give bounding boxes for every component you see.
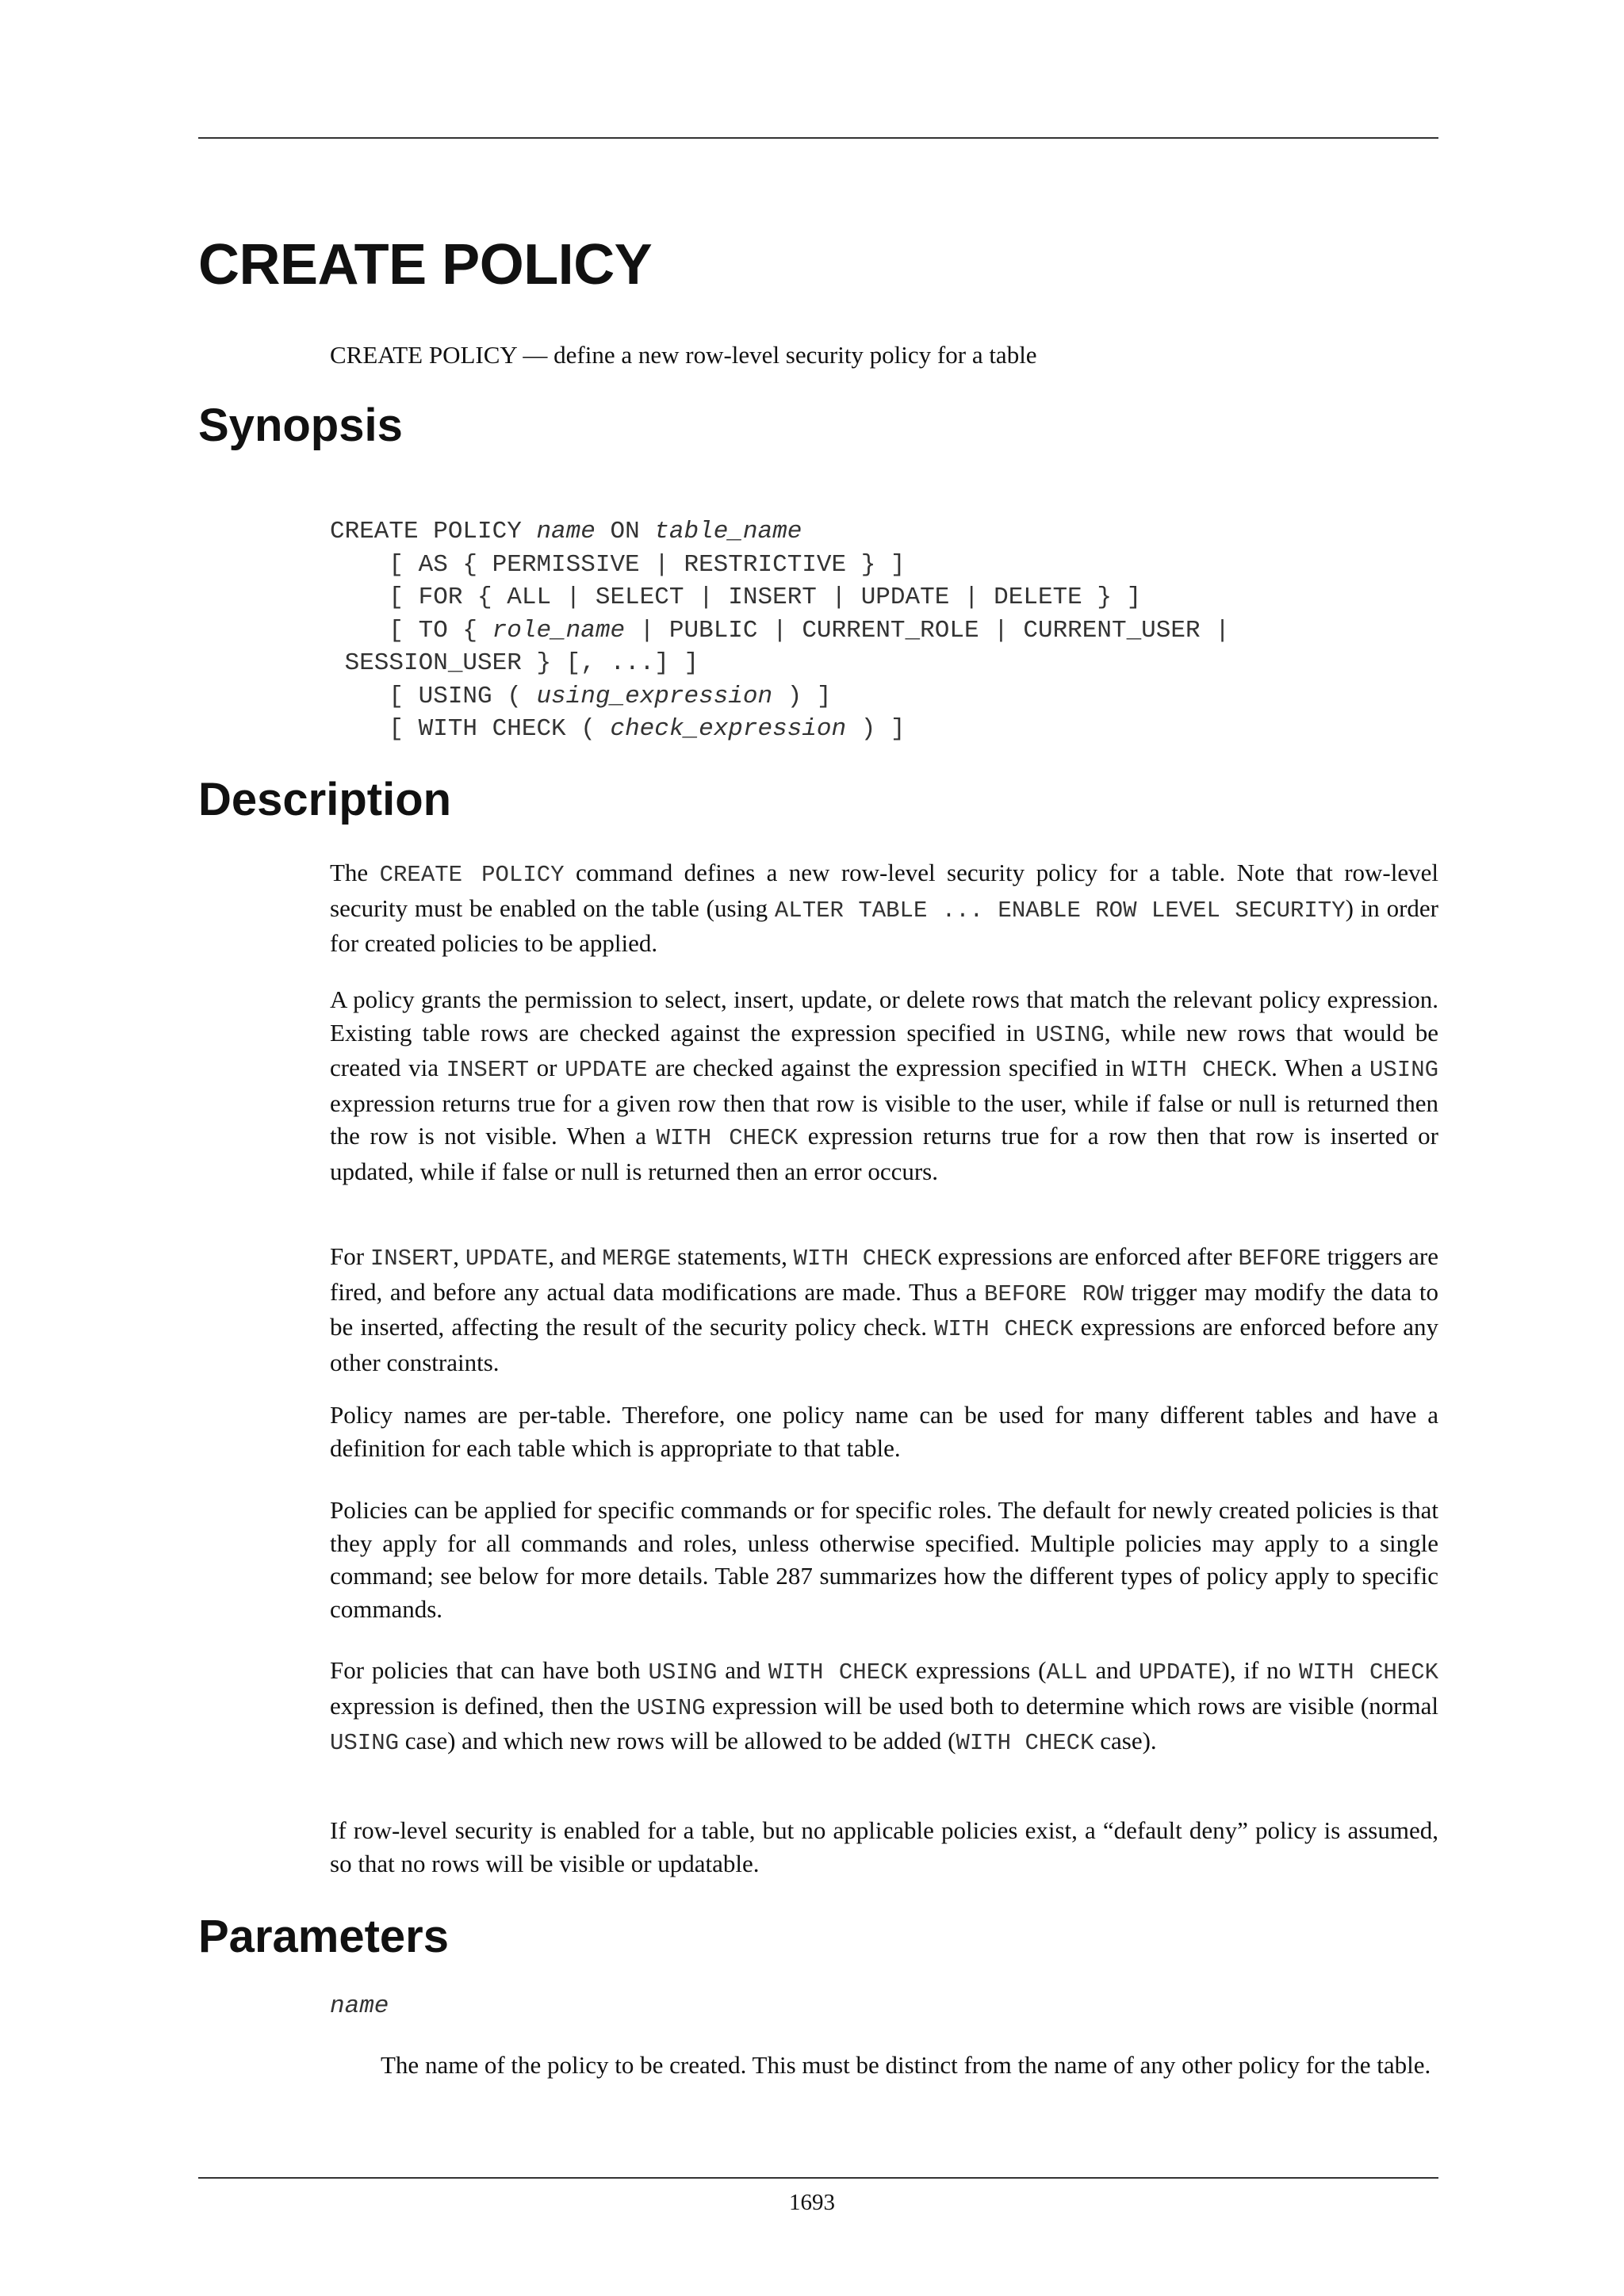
header-rule — [198, 137, 1438, 139]
refpurpose: CREATE POLICY — define a new row-level security policy for a table — [330, 341, 1037, 369]
description-paragraph-1: The CREATE POLICY command defines a new row-level security policy for a table. Note that row-level security must be enabled on the table (using ALTER TABLE ... ENABLE ROW LEVEL SECURITY) in order for created policies to be applied. — [330, 859, 1439, 957]
page-title: CREATE POLICY — [198, 233, 653, 297]
description-paragraph-7: If row-level security is enabled for a table, but no applicable policies exist, a “default deny” policy is assumed, so that no rows will be visible or updatable. — [330, 1816, 1438, 1877]
parameters-heading: Parameters — [198, 1911, 449, 1962]
description-paragraph-5: Policies can be applied for specific commands or for specific roles. The default for newly created policies is that they apply for all commands and roles, unless otherwise specified. Multiple policies may apply to a single command; see below for more details. Table 287 summarizes how the different types of policy apply to specific commands. — [330, 1496, 1438, 1623]
synopsis-code: CREATE POLICY name ON table_name [ AS { PERMISSIVE | RESTRICTIVE } ] [ FOR { ALL | SELECT | INSERT | UPDATE | DELETE } ] [ TO { role_name | PUBLIC | CURRENT_ROLE | CURRENT_USER | SESSION_USER } [, ...] ] [ USING ( using_expression ) ] [ WITH CHECK ( check_expression ) ] — [330, 518, 1230, 743]
synopsis-heading: Synopsis — [198, 400, 403, 451]
parameter-definition: The name of the policy to be created. This must be distinct from the name of any other policy for the table. — [381, 2051, 1431, 2079]
description-paragraph-4: Policy names are per-table. Therefore, one policy name can be used for many different tables and have a definition for each table which is appropriate to that table. — [330, 1401, 1438, 1462]
parameter-term: name — [330, 1992, 389, 2020]
description-paragraph-2: A policy grants the permission to select, insert, update, or delete rows that match the relevant policy expression. Existing table rows are checked against the expression specified in USING, while new rows that would be created via INSERT or UPDATE are checked against the expression specified in WITH CHECK. When a USING expression returns true for a given row then that row is visible to the user, while if false or null is returned then the row is not visible. When a WITH CHECK expression returns true for a row then that row is inserted or updated, while if false or null is returned then an error occurs. — [330, 985, 1438, 1185]
footer-rule — [198, 2177, 1438, 2179]
page-number: 1693 — [789, 2190, 835, 2215]
description-paragraph-6: For policies that can have both USING and WITH CHECK expressions (ALL and UPDATE), if no WITH CHECK expression is defined, then the USING expression will be used both to determine which rows are visible (normal USING case) and which new rows will be allowed to be added (WITH CHECK case). — [330, 1656, 1439, 1756]
description-paragraph-3: For INSERT, UPDATE, and MERGE statements, WITH CHECK expressions are enforced after BEFORE triggers are fired, and before any actual data modifications are made. Thus a BEFORE ROW trigger may modify the data to be inserted, affecting the result of the security policy check. WITH CHECK expressions are enforced before any other constraints. — [330, 1242, 1439, 1376]
description-heading: Description — [198, 774, 452, 825]
